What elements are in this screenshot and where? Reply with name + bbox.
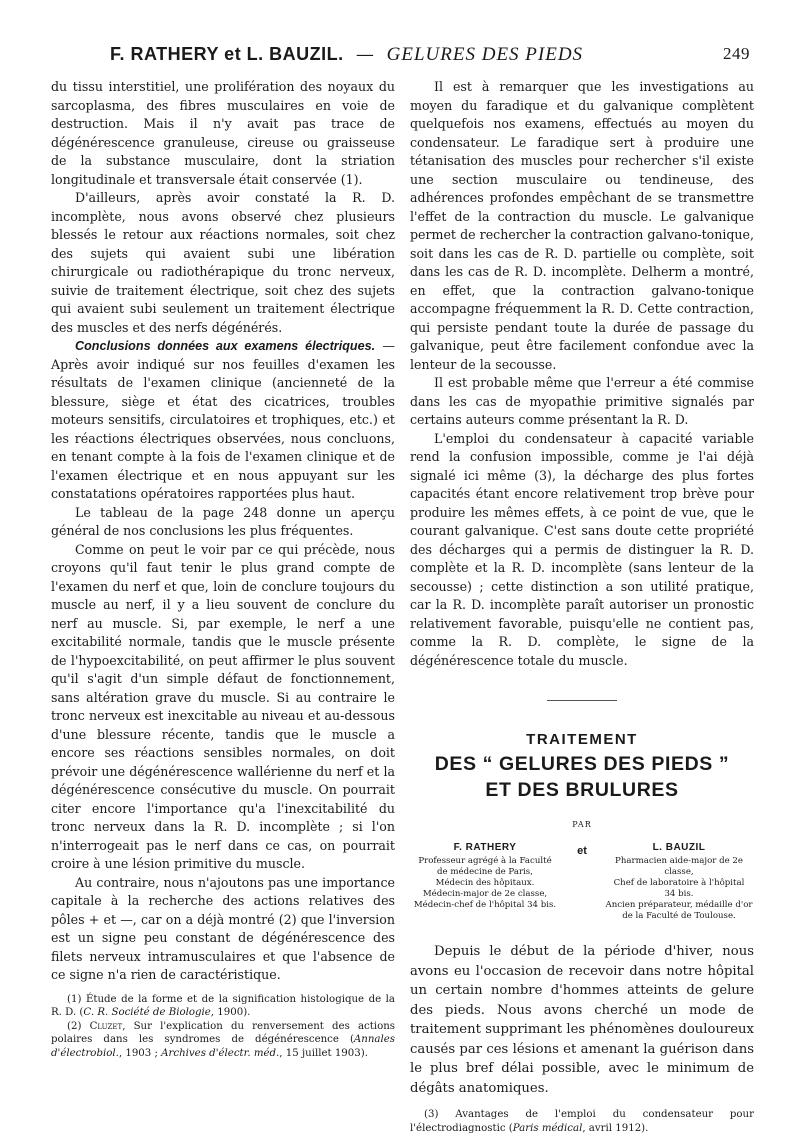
paragraph-text: — Après avoir indiqué sur nos feuilles d'examen les résultats de l'examen clinique (ancienneté de la blessure, siège et état des cicatrices, troubles moteurs sensitifs, circulatoires et trophiques, etc.) et les réactions électriques observées, nous concluons, en tenant compte à la fois de l'examen clinique et de l'examen électrique et en nous appuyant sur les constatations opératoires rapportées plus haut. — [51, 338, 395, 501]
footnotes — [410, 1108, 754, 1135]
page-number: 249 — [723, 44, 750, 63]
author-affiliation: Médecin des hôpitaux. — [435, 878, 535, 888]
section-heading: Conclusions données aux examens électriques. — [75, 339, 376, 353]
footnote-3 — [410, 1108, 754, 1135]
footnote-text: (3) Avantages de l'emploi du condensateur pour l'électrodiagnostic ( — [410, 1109, 754, 1134]
left-column — [51, 78, 395, 1060]
footnote-citation: Archives d'électr. méd. — [161, 1047, 280, 1059]
author-name: L. BAUZIL — [652, 842, 706, 853]
paragraph: L'emploi du condensateur à capacité variable rend la confusion impossible, comme je l'ai déjà signalé ici même (3), la décharge des plus fortes capacités étant encore relativement trop brève pour produire les mêmes effets, à ce point de vue, que le courant galvanique. C'est sans doute cette propriété des décharges qui a permis de distinguer la R. D. complète et la R. D. incomplète (sans lenteur de la secousse) ; cette distinction a son utilité pratique, car la R. D. incomplète paraît autoriser un pronostic relativement favorable, puisqu'elle ne contient pas, comme la R. D. complète, le signe de la dégénérescence totale du muscle. — [410, 430, 754, 668]
paragraph: Au contraire, nous n'ajoutons pas une importance capitale à la recherche des actions relatives des pôles + et —, car on a déjà montré (2) que l'inversion est un signe peu constant de dégénérescence des filets nerveux intramusculaires et que l'absence de ce signe n'a rien de caractéristique. — [51, 874, 395, 982]
footnote-author: Cluzet — [89, 1020, 123, 1032]
running-header — [110, 44, 750, 70]
author-block — [410, 842, 754, 922]
author-affiliation: Pharmacien aide-major de 2e classe, — [615, 856, 743, 877]
paragraph — [51, 337, 395, 504]
paragraph: Comme on peut le voir par ce qui précède, nous croyons qu'il faut tenir le plus grand compte de l'examen du nerf et que, loin de conclure toujours du muscle au nerf, il y a lieu souvent de conclure du nerf au muscle. Si, par exemple, le nerf a une excitabilité normale, tandis que le muscle présente de l'hypoexcitabilité, on peut affirmer le plus souvent qu'il s'agit d'un simple défaut de fonctionnement, sans altération grave du muscle. Si au contraire le tronc nerveux est inexcitable au niveau et au-dessous d'une blessure récente, tandis que le muscle a encore ses réactions sensibles normales, on doit prévoir une dégénérescence wallérienne du nerf et la dégénérescence consécutive du muscle. On pourrait citer encore l'importance qu'a l'inexcitabilité du tronc nerveux dans la R. D. incomplète ; si l'on n'interrogeait pas le nerf dans ce cas, on pourrait croire à une lésion primitive du muscle. — [51, 541, 395, 871]
footnote-2 — [51, 1020, 395, 1061]
author-affiliation: de médecine de Paris, — [437, 867, 533, 877]
footnote-text: , 15 juillet 1903). — [279, 1047, 368, 1059]
footnote-text: (2) — [67, 1020, 90, 1032]
footnote-1 — [51, 993, 395, 1020]
paragraph: D'ailleurs, après avoir constaté la R. D. incomplète, nous avons observé chez plusieurs blessés le retour aux réactions normales, soit chez des sujets qui avaient subi une libération chirurgicale ou radiothérapique du tronc nerveux, suivie de traitement électrique, soit chez des sujets qui avaient subi seulement un traitement électrique des muscles et des nerfs dégénérés. — [51, 190, 395, 335]
footnote-citation: Paris médical — [512, 1122, 583, 1134]
footnote-text: , 1903 ; — [118, 1047, 162, 1059]
paragraph: Il est probable même que l'erreur a été commise dans les cas de myopathie primitive signalés par certains auteurs comme présentant la R. D. — [410, 375, 754, 427]
author-conjunction: et — [577, 845, 587, 857]
footnote-citation: Annales d'électrobiol. — [51, 1034, 395, 1059]
author-affiliation: de la Faculté de Toulouse. — [622, 911, 736, 921]
header-separator: — — [355, 44, 375, 65]
paragraph: Le tableau de la page 248 donne un aperçu général de nos conclusions les plus fréquentes. — [51, 504, 395, 538]
author-affiliation: Ancien préparateur, médaille d'or — [605, 900, 753, 910]
footnote-text: , avril 1912). — [582, 1122, 649, 1134]
author-affiliation: 34 bis. — [664, 889, 694, 899]
byline-par: PAR — [572, 819, 592, 829]
footnote-citation: C. R. Société de Biologie — [83, 1007, 211, 1018]
footnote-text: (1) Étude de la forme et de la signification histologique de la R. D. ( — [51, 993, 395, 1018]
footnote-text: , Sur l'explication du renversement des actions polaires dans les syndromes de dégénérescence ( — [51, 1020, 396, 1045]
article-body — [410, 942, 754, 1098]
header-title: GELURES DES PIEDS — [386, 44, 584, 65]
article-heading-line3: ET DES BRULURES — [485, 778, 679, 801]
paragraph: Depuis le début de la période d'hiver, nous avons eu l'occasion de recevoir dans notre hôpital un certain nombre d'hommes atteints de gelure des pieds. Nous avons cherché un mode de traitement supprimant les phénomènes douloureux causés par ces lésions et amenant la guérison dans le plus bref délai possible, avec le minimum de dégâts anatomiques. — [410, 944, 754, 1096]
right-column — [410, 78, 754, 1135]
article-heading-line1: TRAITEMENT — [526, 731, 638, 748]
paragraph: Il est à remarquer que les investigations au moyen du faradique et du galvanique complètent quelquefois nos examens, effectués au moyen du condensateur. Le faradique sert à produire une tétanisation des muscles pour rechercher s'il existe une section musculaire ou tendineuse, des adhérences profondes empêchant de se transmettre l'effet de la contraction du muscle. Le galvanique permet de rechercher la contraction galvano-tonique, soit dans les cas de R. D. partielle ou complète, soit dans les cas de R. D. incomplète. Delherm a montré, en effet, que la contraction galvano-tonique accompagne fréquemment la R. D. Cette contraction, qui persiste pendant toute la durée de passage du galvanique, peut être facilement confondue avec la lenteur de la secousse. — [410, 79, 754, 372]
author-bauzil — [604, 842, 754, 922]
author-rathery — [410, 842, 560, 922]
author-affiliation: Médecin-major de 2e classe, — [422, 889, 548, 899]
section-divider — [547, 700, 617, 701]
author-affiliation: Médecin-chef de l'hôpital 34 bis. — [413, 900, 557, 910]
author-affiliation: Chef de laboratoire à l'hôpital — [613, 878, 745, 888]
header-authors: F. RATHERY et L. BAUZIL. — [110, 44, 344, 64]
footnotes — [51, 993, 395, 1061]
footnote-text: , 1900). — [210, 1007, 251, 1018]
article-heading-line2: DES “ GELURES DES PIEDS ” — [434, 752, 730, 775]
author-name: F. RATHERY — [453, 842, 517, 853]
author-affiliation: Professeur agrégé à la Faculté — [418, 856, 552, 866]
paragraph: du tissu interstitiel, une prolifération des noyaux du sarcoplasma, des fibres musculaires en voie de destruction. Mais il n'y avait pas trace de dégénérescence granuleuse, cireuse ou graisseuse de la substance musculaire, dont la striation longitudinale et transversale était conservée (1). — [51, 79, 395, 187]
